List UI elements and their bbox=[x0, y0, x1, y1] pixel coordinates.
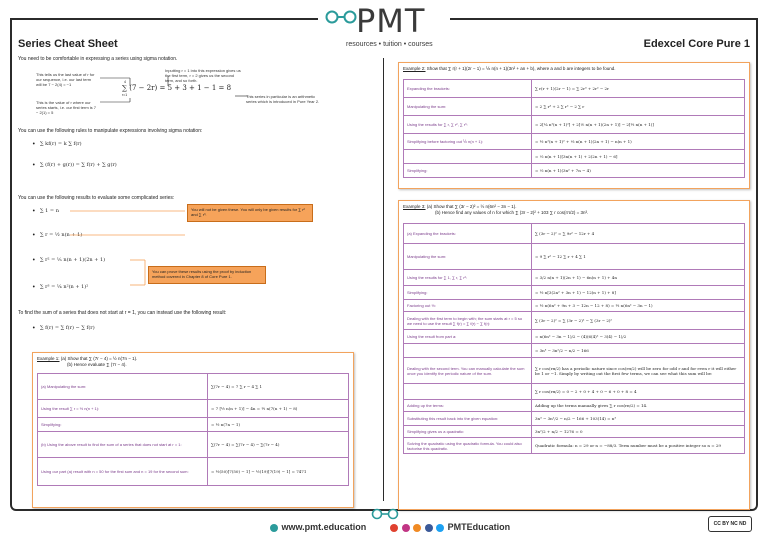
table-row bbox=[404, 384, 745, 400]
step-working: ∑(7r − 4) = 7 ∑ r − 4 ∑ 1 bbox=[208, 374, 349, 400]
course-title: Edexcel Core Pure 1 bbox=[643, 38, 750, 50]
sigma-example bbox=[122, 84, 231, 92]
example-3-header bbox=[399, 201, 749, 218]
step-working: = ½ n²(n + 1)² + ⅓ n(n + 1)(2n + 1) − n(n + 1) bbox=[532, 134, 745, 150]
step-working: 3n³ − 3n²/2 − n/2 − 166 + 103(14) = n³ bbox=[532, 412, 745, 426]
step-working: ∑ (3r − 2)² = ∑ (3r − 2)² − ∑ (3r − 2)² bbox=[532, 312, 745, 330]
example-1-header bbox=[33, 353, 353, 370]
example-1-title: Example 1: bbox=[37, 356, 60, 361]
table-row bbox=[404, 224, 745, 244]
callout-induction: You can prove these results using the proof by induction method covered in Chapter 8 of Core Pure 1. bbox=[148, 266, 266, 284]
step-label bbox=[404, 344, 532, 358]
logo-subtitle: resources • tuition • courses bbox=[346, 41, 433, 48]
callout-not-given: You will not be given these. You will only be given results for ∑ r² and ∑ r³. bbox=[187, 204, 313, 222]
example-1-part-a: (a) Show that ∑ (7r − 4) = ½ n(7n − 1). bbox=[60, 356, 138, 361]
step-label: Simplifying gives us a quadratic: bbox=[404, 426, 532, 438]
step-label: Simplifying: bbox=[404, 286, 532, 300]
sigma-example-expression: ∑ (7 − 2r) = 5 + 3 + 1 − 1 = 8 bbox=[122, 84, 232, 92]
step-label bbox=[404, 384, 532, 400]
rules-intro: You can use the following rules to manipulate expressions involving sigma notation: bbox=[18, 128, 203, 134]
step-working: = 3/2 n(n + 1)(2n + 1) − 6n(n + 1) + 4n bbox=[532, 270, 745, 286]
table-row bbox=[404, 270, 745, 286]
step-label: Dealing with the first term to begin with; the sum starts at r = 5 so we need to use the result ∑ f(r) = ∑ f(r) − ∑ f(r): bbox=[404, 312, 532, 330]
column-divider bbox=[383, 58, 384, 501]
step-working: = 3n³ − 3n²/2 − n/2 − 166 bbox=[532, 344, 745, 358]
example-3-title: Example 3: bbox=[403, 204, 426, 209]
table-row bbox=[404, 300, 745, 312]
example-2-box bbox=[398, 62, 750, 189]
step-working: = ½ n[3(2n² + 3n + 1) − 12(n + 1) + 8] bbox=[532, 286, 745, 300]
note-last-value: This tells us the last value of r for our sequence, i.e. our last term will be 7 − 2(4) = −1 bbox=[36, 72, 95, 88]
globe-icon bbox=[270, 524, 278, 532]
example-3-part-b: (b) Hence find any values of n for which ∑ (3r − 2)² + 103 ∑ r cos(rπ/2) = 3n³. bbox=[435, 210, 589, 216]
step-label: Adding up the terms: bbox=[404, 400, 532, 412]
step-label: Manipulating the sum: bbox=[404, 98, 532, 116]
instagram-icon[interactable] bbox=[402, 524, 410, 532]
step-label: Manipulating the sum: bbox=[404, 244, 532, 270]
table-row bbox=[404, 438, 745, 454]
table-row bbox=[404, 358, 745, 384]
table-row bbox=[404, 134, 745, 150]
step-label: Using the results for ∑ 1, ∑ r, ∑ r²: bbox=[404, 270, 532, 286]
table-row bbox=[38, 458, 349, 486]
step-label: Simplifying: bbox=[404, 164, 532, 178]
step-label: Substituting this result back into the given equation: bbox=[404, 412, 532, 426]
table-row bbox=[38, 432, 349, 458]
step-working: ∑(7r − 4) = ∑(7r − 4) − ∑(7r − 4) bbox=[208, 432, 349, 458]
table-row bbox=[404, 400, 745, 412]
step-working: = ⅙ n(n + 1)(3n² + 7n − 4) bbox=[532, 164, 745, 178]
step-label: (a) Manipulating the sum: bbox=[38, 374, 208, 400]
youtube-icon[interactable] bbox=[390, 524, 398, 532]
glasses-icon bbox=[324, 10, 358, 24]
step-working: = 7 [½ n(n + 1)] − 4n = ½ n(7(n + 1) − 8) bbox=[208, 400, 349, 418]
step-label: Simplifying: bbox=[38, 418, 208, 432]
step-label: Using the results for ∑ r, ∑ r², ∑ r³: bbox=[404, 116, 532, 134]
step-working: ∑ r cos(rπ/2) = 0 − 2 + 0 + 4 + 0 − 6 + 0 + 8 = 4 bbox=[532, 384, 745, 400]
example-2-question: Show that ∑ r(r + 1)(2r − 1) = ⅙ n(n + 1)(3n² + an + b), where a and b are integers to be found. bbox=[426, 66, 616, 71]
table-row bbox=[404, 244, 745, 270]
step-working: = ½(50)[7(50) − 1] − ½(19)[7(19) − 1] = 7471 bbox=[208, 458, 349, 486]
license-badge: CC BY NC ND bbox=[708, 516, 752, 532]
twitter-icon[interactable] bbox=[436, 524, 444, 532]
table-row bbox=[404, 116, 745, 134]
example-2-header bbox=[399, 63, 749, 74]
step-label: Expanding the brackets: bbox=[404, 80, 532, 98]
rule-sum-split: • ∑ (f(r) + g(r)) = ∑ f(r) + ∑ g(r) bbox=[40, 162, 117, 168]
step-working: = ½ n(6n² + 9n + 3 − 12n − 12 + 8) = ½ n(6n² − 3n − 1) bbox=[532, 300, 745, 312]
table-row bbox=[404, 426, 745, 438]
table-row bbox=[404, 286, 745, 300]
step-working: = 9 ∑ r² − 12 ∑ r + 4 ∑ 1 bbox=[532, 244, 745, 270]
page-title: Series Cheat Sheet bbox=[18, 38, 118, 50]
note-first-term: Inputting r = 1 into this expression gives us the first term, r = 2 gives us the second term, and so forth. bbox=[165, 68, 241, 84]
step-working: = n(6n² − 3n − 1)/2 − (4)(6(4)² − 3(4) − 1)/2 bbox=[532, 330, 745, 344]
step-label bbox=[404, 150, 532, 164]
results-intro: You can use the following results to evaluate some complicated series: bbox=[18, 195, 175, 201]
step-label: Factoring out ½: bbox=[404, 300, 532, 312]
step-label: (b) Using the above result to find the sum of a series that does not start at r = 1: bbox=[38, 432, 208, 458]
step-label: Using the result ∑ r = ½ n(n + 1): bbox=[38, 400, 208, 418]
example-1-box bbox=[32, 352, 354, 508]
table-row bbox=[404, 150, 745, 164]
step-working: Quadratic formula: n = 29 or n = −88/3. Term number must be a positive integer so n = 29 bbox=[532, 438, 745, 454]
example-2-title: Example 2: bbox=[403, 66, 426, 71]
result-sum-r: • ∑ r = ½ n(n + 1) bbox=[40, 232, 82, 238]
social-links[interactable] bbox=[390, 522, 510, 532]
pmt-logo bbox=[318, 2, 450, 50]
step-working: Adding up the terms manually gives ∑ r cos(rπ/2) = 14. bbox=[532, 400, 745, 412]
step-label: Using the result from part a: bbox=[404, 330, 532, 344]
table-row bbox=[404, 330, 745, 344]
step-working: = ⅙ n(n + 1)[3n(n + 1) + 2(2n + 1) − 6] bbox=[532, 150, 745, 164]
step-label: Using our part (a) result with n = 50 for the first sum and n = 19 for the second sum: bbox=[38, 458, 208, 486]
table-row bbox=[404, 98, 745, 116]
step-label: Dealing with the second term. You can manually calculate the sum once you identify the periodic nature of the sum. bbox=[404, 358, 532, 384]
shift-rule: • ∑ f(r) = ∑ f(r) − ∑ f(r) bbox=[40, 325, 95, 331]
website-text: www.pmt.education bbox=[281, 522, 367, 532]
step-label: (a) Expanding the brackets: bbox=[404, 224, 532, 244]
step-working: ∑ r(r + 1)(2r − 1) = ∑ 2r³ + 2r² − 2r bbox=[532, 80, 745, 98]
step-working: ∑ r cos(rπ/2) has a periodic nature since cos(rπ/2) will be zero for odd r and for even r it will either be 1 or −1. Simply by writing out the first few terms, we can see what this sum will be: bbox=[532, 358, 745, 384]
intro-text: You need to be comfortable in expressing a series using sigma notation. bbox=[18, 56, 178, 62]
example-2-table bbox=[403, 79, 745, 178]
sigma-lower-limit: r=1 bbox=[122, 93, 128, 97]
footer bbox=[0, 522, 768, 536]
table-row bbox=[38, 418, 349, 432]
website-link[interactable] bbox=[270, 522, 366, 532]
example-3-box bbox=[398, 200, 750, 510]
logo-text: PMT bbox=[356, 2, 426, 40]
result-sum-r-squared: • ∑ r² = ⅙ n(n + 1)(2n + 1) bbox=[40, 257, 105, 263]
step-label: Solving the quadratic using the quadratic formula. You could also factorise this quadratic. bbox=[404, 438, 532, 454]
step-working: = 2[¼ n²(n + 1)²] + 2[⅙ n(n + 1)(2n + 1)] − 2[½ n(n + 1)] bbox=[532, 116, 745, 134]
podcast-icon[interactable] bbox=[413, 524, 421, 532]
example-3-part-a: (a) Show that ∑ (3r − 2)² = ½ n(6n² − 3n − 1). bbox=[426, 204, 517, 209]
step-label: Simplifying before factoring out ⅙ n(n + 1): bbox=[404, 134, 532, 150]
step-working: 3n²/2 + n/2 − 1276 = 0 bbox=[532, 426, 745, 438]
social-handle: PMTEducation bbox=[447, 522, 511, 532]
step-working: ∑ (3r − 2)² = ∑ 9r² − 12r + 4 bbox=[532, 224, 745, 244]
note-arithmetic: This series in particular is an arithmetic series which is introduced in Pure Year 2. bbox=[246, 94, 320, 105]
step-working: = ½ n(7n − 1) bbox=[208, 418, 349, 432]
example-1-part-b: (b) Hence evaluate ∑ (7r − 4). bbox=[67, 362, 127, 368]
table-row bbox=[404, 344, 745, 358]
footer-glasses-icon bbox=[370, 508, 400, 520]
table-row bbox=[404, 80, 745, 98]
rule-constant-factor: • ∑ kf(r) = k ∑ f(r) bbox=[40, 141, 82, 147]
sigma-upper-limit: 4 bbox=[124, 80, 126, 84]
result-sum-one: • ∑ 1 = n bbox=[40, 208, 59, 214]
example-3-table bbox=[403, 223, 745, 454]
shift-intro: To find the sum of a series that does not start at r = 1, you can instead use the following result: bbox=[18, 310, 227, 316]
result-sum-r-cubed: • ∑ r³ = ¼ n²(n + 1)² bbox=[40, 284, 88, 290]
note-start-value: This is the value of r where our series starts, i.e. our first term is 7 − 2(1) = 5 bbox=[36, 100, 97, 116]
table-row bbox=[404, 412, 745, 426]
example-1-table bbox=[37, 373, 349, 486]
table-row bbox=[38, 374, 349, 400]
step-working: = 2 ∑ r³ + 2 ∑ r² − 2 ∑ r bbox=[532, 98, 745, 116]
table-row bbox=[404, 164, 745, 178]
facebook-icon[interactable] bbox=[425, 524, 433, 532]
table-row bbox=[404, 312, 745, 330]
table-row bbox=[38, 400, 349, 418]
